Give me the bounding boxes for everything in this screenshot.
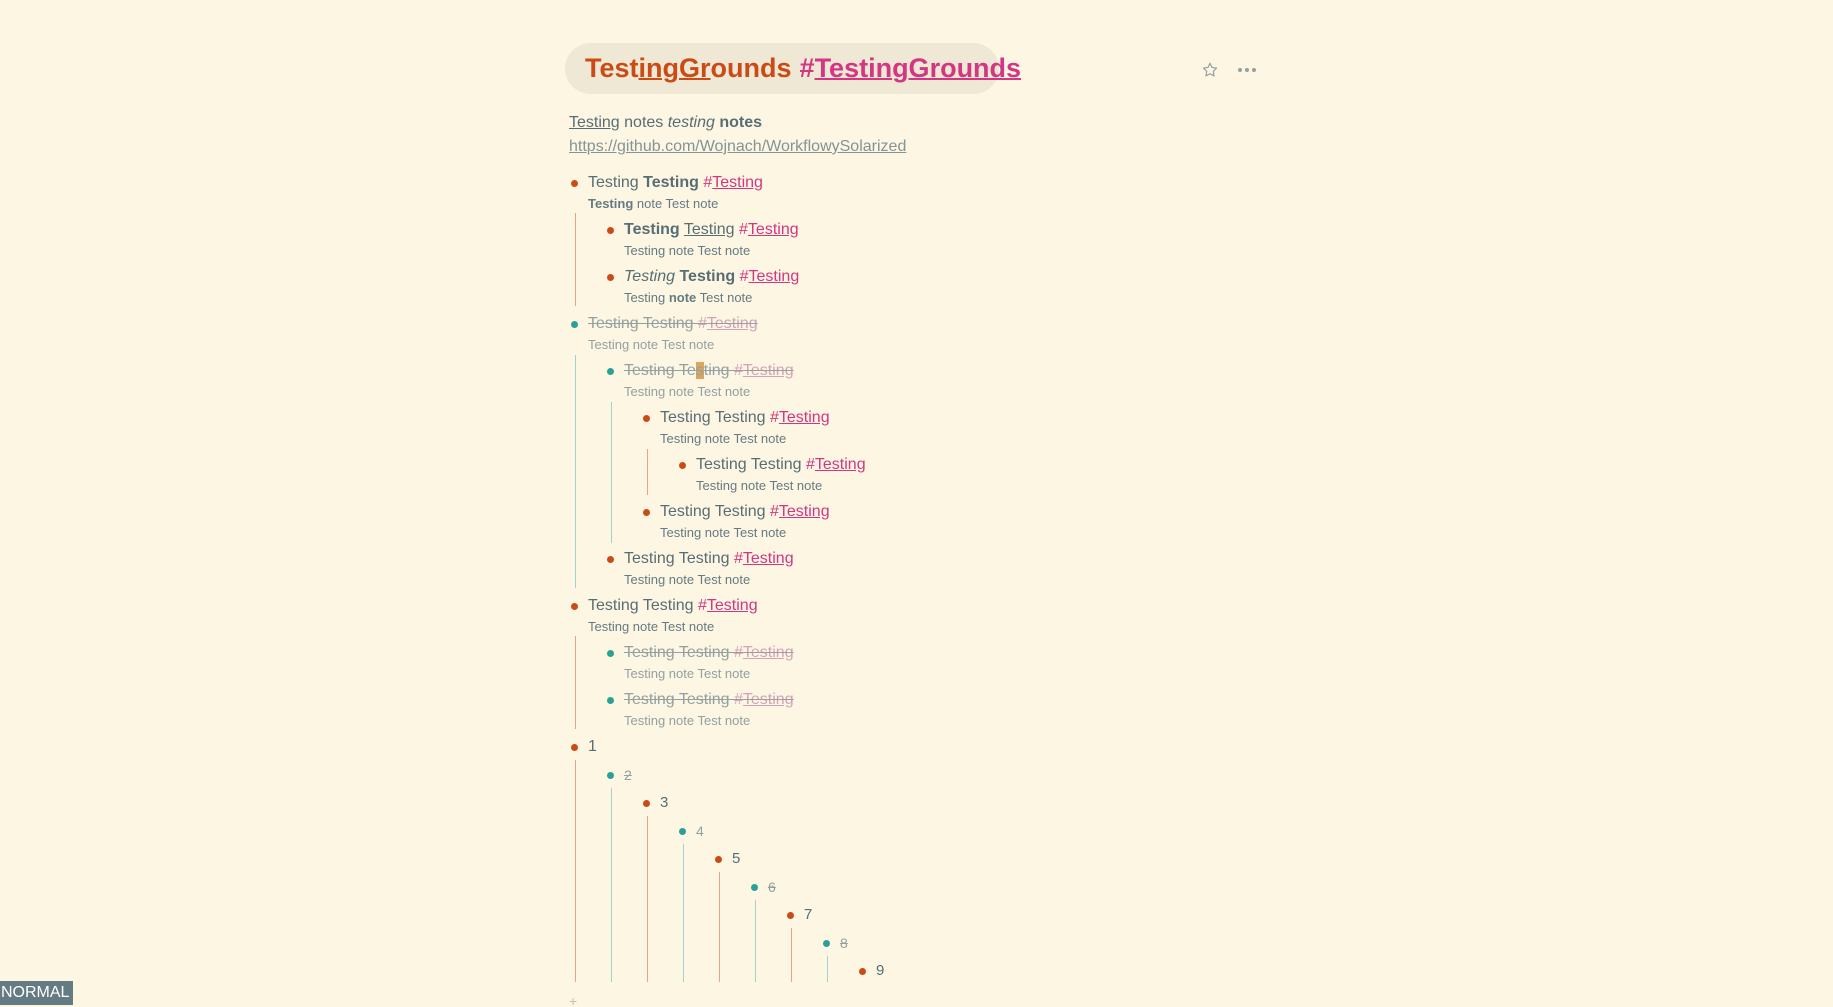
- title-tag-word: TestingGrounds: [814, 53, 1022, 83]
- bullet[interactable]: [859, 968, 866, 975]
- bullet-completed[interactable]: [607, 650, 614, 657]
- indent-guide: [647, 449, 648, 495]
- bullet-completed[interactable]: [607, 697, 614, 704]
- title-part: ing: [638, 53, 680, 83]
- item-note[interactable]: Testing note Test note: [624, 243, 751, 258]
- item-note[interactable]: [624, 290, 752, 306]
- page-note-line: [569, 111, 906, 135]
- item-text: Testing Testing: [588, 315, 698, 332]
- tag-word: Testing: [712, 174, 763, 191]
- tag-hash: #: [739, 268, 749, 285]
- title-tag-hash: #: [799, 53, 815, 83]
- item-word: Testing: [683, 221, 735, 238]
- star-icon[interactable]: [1200, 60, 1220, 80]
- bullet[interactable]: [571, 603, 578, 610]
- bullet[interactable]: [715, 856, 722, 863]
- tag-word: Testing: [747, 221, 799, 238]
- note-word: Testing: [569, 114, 620, 131]
- note-word: note Test note: [633, 196, 719, 211]
- more-horizontal-icon[interactable]: [1236, 60, 1258, 80]
- tag-hash: #: [770, 503, 779, 520]
- tag-link[interactable]: [770, 409, 830, 426]
- tag-word: Testing: [778, 503, 830, 520]
- tag-link[interactable]: [739, 221, 799, 238]
- tag-link[interactable]: [770, 503, 830, 520]
- tag-hash: #: [734, 644, 743, 661]
- list-item[interactable]: 3: [660, 794, 669, 811]
- tag-word: Testing: [748, 268, 800, 285]
- item-text: Testing Testing: [588, 597, 698, 614]
- bullet-completed[interactable]: [679, 828, 686, 835]
- item-word: Testing: [624, 268, 675, 285]
- page-note[interactable]: [569, 111, 906, 159]
- tag-hash: #: [734, 550, 743, 567]
- list-item[interactable]: [696, 455, 866, 475]
- note-word: Testing: [624, 290, 669, 305]
- tag-hash: #: [703, 174, 713, 191]
- item-note[interactable]: Testing note Test note: [624, 713, 751, 728]
- tag-link[interactable]: [734, 691, 794, 708]
- tag-link[interactable]: [740, 268, 800, 285]
- indent-guide: [647, 816, 648, 982]
- note-word: notes: [619, 114, 668, 131]
- bullet[interactable]: [607, 227, 614, 234]
- tag-hash: #: [770, 409, 779, 426]
- item-word: Testing: [643, 174, 699, 191]
- indent-guide: [611, 402, 612, 543]
- note-word: testing: [667, 114, 715, 131]
- tag-hash: #: [806, 456, 815, 473]
- indent-guide: [575, 355, 576, 588]
- item-word: Testing: [588, 174, 639, 191]
- item-note[interactable]: Testing note Test note: [588, 619, 715, 634]
- indent-guide: [575, 760, 576, 982]
- tag-link[interactable]: [703, 174, 763, 191]
- list-item[interactable]: 7: [804, 906, 813, 923]
- page-title[interactable]: [565, 43, 1022, 94]
- bullet[interactable]: [643, 509, 650, 516]
- tag-word: Testing: [742, 362, 794, 379]
- list-item[interactable]: 5: [732, 850, 741, 867]
- note-word: note: [668, 290, 697, 305]
- tag-word: Testing: [742, 691, 794, 708]
- title-part: ounds: [710, 53, 792, 83]
- tag-link[interactable]: [734, 644, 794, 661]
- tag-hash: #: [698, 597, 707, 614]
- tag-hash: #: [734, 691, 743, 708]
- item-text: Testing Testing: [624, 691, 734, 708]
- tag-link[interactable]: [734, 550, 794, 567]
- list-item[interactable]: [624, 267, 799, 287]
- item-note[interactable]: Testing note Test note: [624, 384, 751, 399]
- bullet-completed[interactable]: [607, 368, 614, 375]
- indent-guide: [719, 872, 720, 982]
- title-tag[interactable]: [800, 53, 1022, 84]
- list-item[interactable]: [624, 549, 794, 569]
- tag-word: Testing: [706, 597, 758, 614]
- bullet[interactable]: [643, 800, 650, 807]
- list-item[interactable]: [660, 502, 830, 522]
- bullet[interactable]: [607, 274, 614, 281]
- list-item-completed[interactable]: [624, 361, 794, 381]
- tag-word: Testing: [742, 644, 794, 661]
- title-part: Test: [585, 53, 639, 83]
- list-item[interactable]: [588, 173, 763, 193]
- note-word: Test note: [696, 290, 753, 305]
- bullet[interactable]: [607, 556, 614, 563]
- text-cursor: s: [695, 362, 704, 379]
- tag-hash: #: [739, 221, 748, 238]
- bullet[interactable]: [571, 744, 578, 751]
- title-part: Gr: [679, 53, 711, 83]
- list-item-completed[interactable]: 4: [696, 823, 704, 839]
- list-item[interactable]: [588, 596, 758, 616]
- item-text: Testing Testing: [624, 644, 734, 661]
- bullet-completed[interactable]: [607, 772, 614, 779]
- list-item-completed[interactable]: 8: [840, 935, 848, 951]
- bullet[interactable]: [571, 180, 578, 187]
- vim-mode-indicator: NORMAL: [0, 981, 73, 1005]
- note-word: Testing: [588, 196, 634, 211]
- tag-word: Testing: [778, 409, 830, 426]
- bullet[interactable]: [679, 462, 686, 469]
- tag-hash: #: [698, 315, 707, 332]
- bullet[interactable]: [787, 912, 794, 919]
- list-item-completed[interactable]: [624, 643, 794, 663]
- tag-link[interactable]: [698, 597, 758, 614]
- list-item-completed[interactable]: 6: [768, 879, 776, 895]
- list-item-completed[interactable]: [624, 690, 794, 710]
- item-text: Testing Te: [624, 362, 696, 379]
- item-note[interactable]: Testing note Test note: [660, 431, 787, 446]
- tag-link[interactable]: [698, 315, 758, 332]
- list-item[interactable]: 1: [588, 738, 597, 755]
- indent-guide: [683, 844, 684, 982]
- item-word: Testing: [624, 221, 680, 238]
- indent-guide: [611, 788, 612, 982]
- list-item-completed[interactable]: [588, 314, 758, 334]
- list-item[interactable]: 9: [876, 962, 885, 979]
- github-link[interactable]: https://github.com/Wojnach/WorkflowySolarized: [569, 138, 907, 155]
- indent-guide: [575, 213, 576, 306]
- list-item[interactable]: [624, 220, 799, 240]
- item-text: Testing Testing: [624, 550, 734, 567]
- bullet-completed[interactable]: [823, 940, 830, 947]
- indent-guide: [827, 956, 828, 982]
- item-note[interactable]: Testing note Test note: [624, 666, 751, 681]
- item-word: Testing: [679, 268, 736, 285]
- tag-word: Testing: [742, 550, 794, 567]
- item-note[interactable]: Testing note Test note: [588, 337, 715, 352]
- indent-guide: [755, 900, 756, 982]
- tag-word: Testing: [706, 315, 758, 332]
- tag-word: Testing: [814, 456, 866, 473]
- bullet-completed[interactable]: [751, 884, 758, 891]
- item-text: ting: [703, 362, 734, 379]
- item-note[interactable]: Testing note Test note: [696, 478, 823, 493]
- item-note[interactable]: [588, 196, 718, 212]
- tag-link[interactable]: [806, 456, 866, 473]
- item-text: Testing Testing: [696, 456, 806, 473]
- add-item-icon[interactable]: +: [569, 993, 578, 1007]
- item-text: Testing Testing: [660, 503, 770, 520]
- bullet-completed[interactable]: [571, 321, 578, 328]
- note-word: notes: [714, 114, 762, 131]
- list-item[interactable]: [660, 408, 830, 428]
- tag-hash: #: [734, 362, 743, 379]
- item-note[interactable]: Testing note Test note: [624, 572, 751, 587]
- indent-guide: [575, 636, 576, 729]
- indent-guide: [791, 928, 792, 982]
- item-text: Testing Testing: [660, 409, 770, 426]
- tag-link[interactable]: [734, 362, 794, 379]
- bullet[interactable]: [643, 415, 650, 422]
- list-item-completed[interactable]: 2: [624, 767, 632, 783]
- item-note[interactable]: Testing note Test note: [660, 525, 787, 540]
